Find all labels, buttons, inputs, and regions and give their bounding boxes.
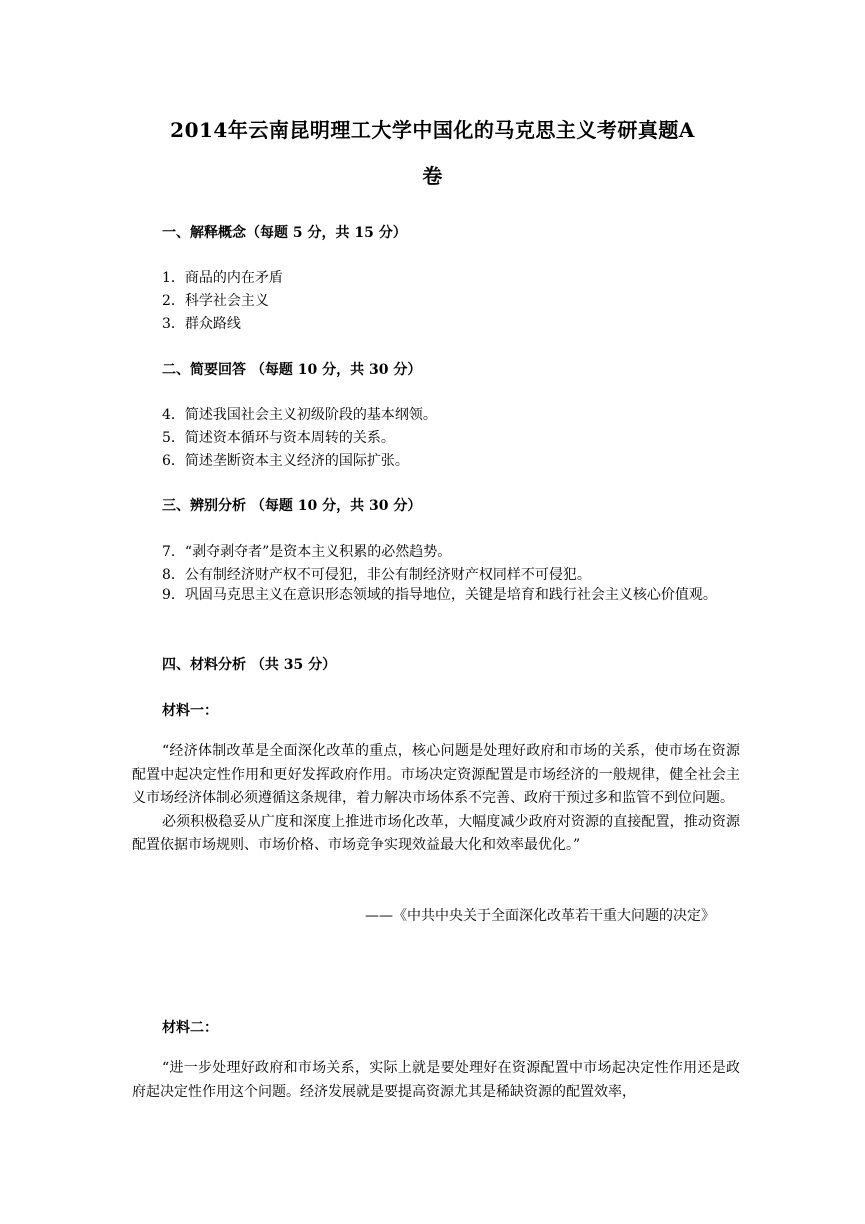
question-2: 2．科学社会主义 (162, 293, 269, 309)
section-heading-3: 三、辨别分析 （每题 10 分，共 30 分） (162, 498, 422, 514)
question-6: 6．简述垄断资本主义经济的国际扩张。 (162, 453, 409, 469)
question-9 (132, 584, 740, 608)
document-title-continued: 卷 (422, 164, 443, 188)
material-1-paragraph-2: 必须积极稳妥从广度和深度上推进市场化改革，大幅度减少政府对资源的直接配置，推动资源配置依据市场规则、市场价格、市场竞争实现效益最大化和效率最优化。” (132, 813, 740, 853)
question-8: 8．公有制经济财产权不可侵犯，非公有制经济财产权同样不可侵犯。 (162, 567, 591, 583)
document-title: 2014年云南昆明理工大学中国化的马克思主义考研真题A (170, 118, 695, 142)
material-2-body (132, 1057, 740, 1104)
section-heading-1: 一、解释概念（每题 5 分，共 15 分） (162, 225, 407, 241)
material-1-paragraph-1: “经济体制改革是全面深化改革的重点，核心问题是处理好政府和市场的关系，使市场在资源配置中起决定性作用和更好发挥政府作用。市场决定资源配置是市场经济的一般规律，健全社会主义市场经济体制必须遵循这条规律，着力解决市场体系不完善、政府干预过多和监管不到位问题。 (132, 743, 740, 806)
question-3: 3．群众路线 (162, 316, 241, 332)
question-5: 5．简述资本循环与资本周转的关系。 (162, 430, 395, 446)
question-7: 7．“剥夺剥夺者”是资本主义积累的必然趋势。 (162, 544, 452, 560)
question-4: 4．简述我国社会主义初级阶段的基本纲领。 (162, 407, 437, 423)
material-1-label: 材料一： (162, 703, 218, 719)
material-1-source: ——《中共中央关于全面深化改革若干重大问题的决定》 (365, 908, 715, 924)
question-1: 1．商品的内在矛盾 (162, 270, 283, 286)
material-1-body (132, 740, 740, 858)
material-2-label: 材料二： (162, 1020, 218, 1036)
question-9-text: 9．巩固马克思主义在意识形态领域的指导地位，关键是培育和践行社会主义核心价值观。 (162, 587, 717, 603)
section-heading-2: 二、简要回答 （每题 10 分，共 30 分） (162, 362, 422, 378)
material-2-paragraph-1: “进一步处理好政府和市场关系，实际上就是要处理好在资源配置中市场起决定性作用还是政府起决定性作用这个问题。经济发展就是要提高资源尤其是稀缺资源的配置效率， (132, 1060, 740, 1100)
section-heading-4: 四、材料分析 （共 35 分） (162, 657, 337, 673)
